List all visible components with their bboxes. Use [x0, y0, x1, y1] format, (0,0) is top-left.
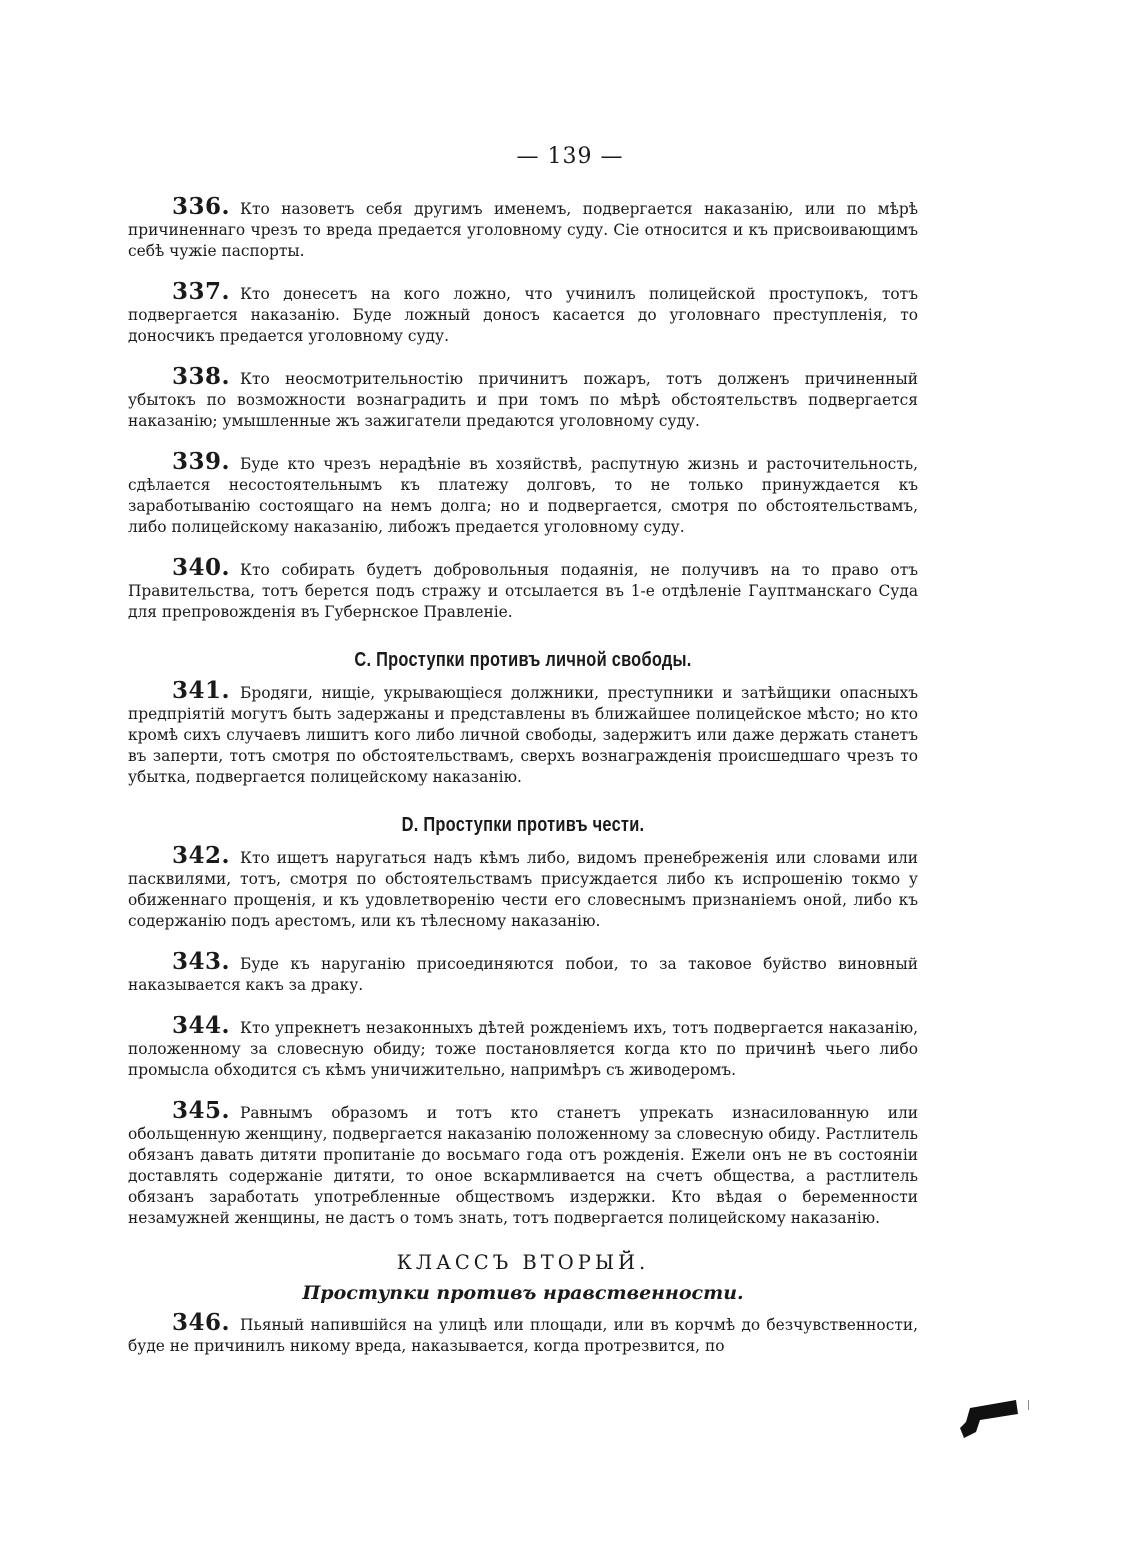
article-337: [128, 278, 918, 347]
class-subtitle: Проступки противъ нравственности.: [302, 1282, 744, 1304]
article-number: 339.: [172, 448, 231, 475]
article-345: [128, 1097, 918, 1229]
article-text: Кто упрекнетъ незаконныхъ дѣтей рожденіемъ ихъ, тотъ подвергается наказанію, положенному за словесную обиду; тоже постановляется когда кто по причинѣ чьего либо промысла обходится съ кѣмъ уничижительно, напримѣръ съ живодеромъ.: [128, 1019, 918, 1079]
article-number: 340.: [172, 554, 231, 581]
class-title: КЛАССЪ ВТОРЫЙ.: [396, 1251, 650, 1274]
article-336: [128, 193, 918, 262]
scan-mark: [1028, 1400, 1029, 1410]
document-body: [128, 193, 918, 1357]
article-number: 338.: [172, 363, 231, 390]
article-text: Кто неосмотрительностію причинитъ пожаръ, тотъ долженъ причиненный убытокъ по возможности вознаградить и при томъ по мѣрѣ обстоятельствъ подвергается наказанію; умышленные жъ зажигатели предаются уголовному суду.: [128, 370, 918, 430]
ink-blot-mark: [956, 1392, 1026, 1442]
article-341: [128, 677, 918, 788]
article-number: 345.: [172, 1097, 231, 1124]
article-text: Кто донесетъ на кого ложно, что учинилъ полицейской проступокъ, тотъ подвергается наказанію. Буде ложный доносъ касается до уголовнаго преступленія, то доносчикъ предается уголовному суду.: [128, 285, 918, 345]
article-342: [128, 842, 918, 932]
article-text: Кто ищетъ наругаться надъ кѣмъ либо, видомъ пренебреженія или словами или пасквилями, тотъ, смотря по обстоятельствамъ присуждается либо къ испрошенію токмо у обиженнаго прощенія, и къ удовлетворенію чести его словеснымъ признаніемъ оной, либо къ содержанію подъ арестомъ, или къ тѣлесному наказанію.: [128, 849, 918, 930]
article-number: 346.: [172, 1309, 231, 1336]
article-text: Бродяги, нищіе, укрывающіеся должники, преступники и затѣйщики опасныхъ предпріятій могутъ быть задержаны и представлены въ ближайшее полицейское мѣсто; но кто кромѣ сихъ случаевъ лишитъ кого либо личной свободы, задержитъ или даже держать станетъ въ заперти, тотъ смотря по обстоятельствамъ, сверхъ вознагражденія происшедшаго чрезъ то убытка, подвергается полицейскому наказанію.: [128, 684, 918, 786]
article-340: [128, 554, 918, 623]
article-number: 336.: [172, 193, 231, 220]
article-number: 337.: [172, 278, 231, 305]
article-text: Равнымъ образомъ и тотъ кто станетъ упрекать изнасилованную или обольщенную женщину, подвергается наказанію положенному за словесную обиду. Растлитель обязанъ давать дитяти пропитаніе до восьмаго года отъ рожденія. Ежели онъ не въ состояніи доставлять содержаніе дитяти, то оное вскармливается на счетъ общества, а растлитель обязанъ заработать употребленные обществомъ издержки. Кто вѣдая о беременности незамужней женщины, не дастъ о томъ знать, тотъ подвергается полицейскому наказанію.: [128, 1104, 918, 1227]
article-number: 344.: [172, 1012, 231, 1039]
article-346: [128, 1309, 918, 1357]
article-number: 341.: [172, 677, 231, 704]
article-338: [128, 363, 918, 432]
article-339: [128, 448, 918, 538]
article-344: [128, 1012, 918, 1081]
section-title-d: D. Проступки противъ чести.: [401, 814, 645, 836]
article-text: Пьяный напившійся на улицѣ или площади, или въ корчмѣ до безчувственности, буде не причинилъ никому вреда, наказывается, когда протрезвится, по: [128, 1316, 918, 1355]
article-text: Буде кто чрезъ нерадѣніе въ хозяйствѣ, распутную жизнь и расточительность, сдѣлается несостоятельнымъ къ платежу долговъ, то не только принуждается къ заработыванію состоящаго на немъ долга; но и подвергается, смотря по обстоятельствамъ, либо полицейскому наказанію, либожъ предается уголовному суду.: [128, 455, 918, 536]
article-text: Кто назоветъ себя другимъ именемъ, подвергается наказанію, или по мѣрѣ причиненнаго чрезъ то вреда предается уголовному суду. Сіе относится и къ присвоивающимъ себѣ чужіе паспорты.: [128, 200, 918, 260]
article-text: Кто собирать будетъ добровольныя подаянія, не получивъ на то право отъ Правительства, тотъ берется подъ стражу и отсылается въ 1-е отдѣленіе Гауптманскаго Суда для препровожденія въ Губернское Правленіе.: [128, 561, 918, 621]
section-title-c: C. Проступки противъ личной свободы.: [354, 649, 692, 671]
article-number: 342.: [172, 842, 231, 869]
page-number: — 139 —: [516, 144, 624, 169]
article-number: 343.: [172, 948, 231, 975]
article-343: [128, 948, 918, 996]
article-text: Буде къ наруганію присоединяются побои, то за таковое буйство виновный наказывается какъ за драку.: [128, 955, 918, 994]
